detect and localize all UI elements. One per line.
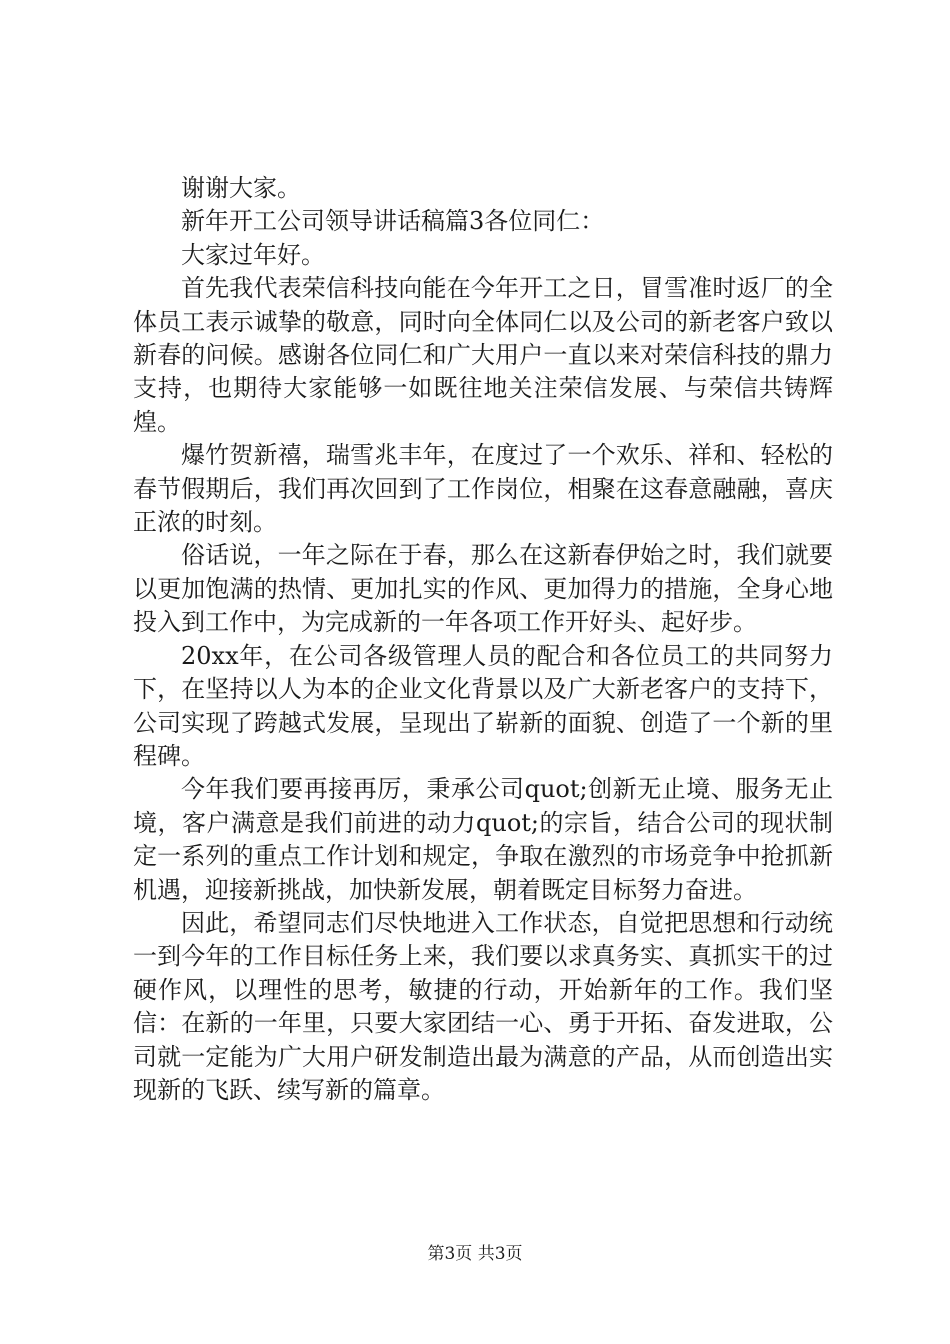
paragraph-festival: 爆竹贺新禧，瑞雪兆丰年，在度过了一个欢乐、祥和、轻松的春节假期后，我们再次回到了工作岗位，相聚在这春意融融，喜庆正浓的时刻。 — [133, 441, 833, 537]
paragraph-speech-title: 新年开工公司领导讲话稿篇3各位同仁： — [181, 207, 605, 236]
paragraph-spring: 俗话说，一年之际在于春，那么在这新春伊始之时，我们就要以更加饱满的热情、更加扎实的作风、更加得力的措施，全身心地投入到工作中，为完成新的一年各项工作开好头、起好步。 — [133, 541, 833, 637]
paragraph-greeting: 大家过年好。 — [181, 240, 325, 269]
document-body — [133, 172, 833, 1107]
paragraph-goals: 今年我们要再接再厉，秉承公司quot;创新无止境、服务无止境，客户满意是我们前进的动力quot;的宗旨，结合公司的现状制定一系列的重点工作计划和规定，争取在激烈的市场竞争中抢抓新机遇，迎接新挑战，加快新发展，朝着既定目标努力奋进。 — [133, 775, 833, 904]
paragraph-closing-thanks: 谢谢大家。 — [181, 174, 301, 202]
paragraph-achievements: 20xx年，在公司各级管理人员的配合和各位员工的共同努力下，在坚持以人为本的企业文化背景以及广大新老客户的支持下，公司实现了跨越式发展，呈现出了崭新的面貌、创造了一个新的里程碑。 — [133, 641, 833, 770]
page-footer: 第3页 共3页 — [427, 1244, 523, 1264]
paragraph-conclusion: 因此，希望同志们尽快地进入工作状态，自觉把思想和行动统一到今年的工作目标任务上来，我们要以求真务实、真抓实干的过硬作风，以理性的思考，敏捷的行动，开始新年的工作。我们坚信：在新的一年里，只要大家团结一心、勇于开拓、奋发进取，公司就一定能为广大用户研发制造出最为满意的产品，从而创造出实现新的飞跃、续写新的篇章。 — [133, 908, 833, 1104]
paragraph-opening: 首先我代表荣信科技向能在今年开工之日，冒雪准时返厂的全体员工表示诚挚的敬意，同时向全体同仁以及公司的新老客户致以新春的问候。感谢各位同仁和广大用户一直以来对荣信科技的鼎力支持，也期待大家能够一如既往地关注荣信发展、与荣信共铸辉煌。 — [133, 274, 833, 436]
